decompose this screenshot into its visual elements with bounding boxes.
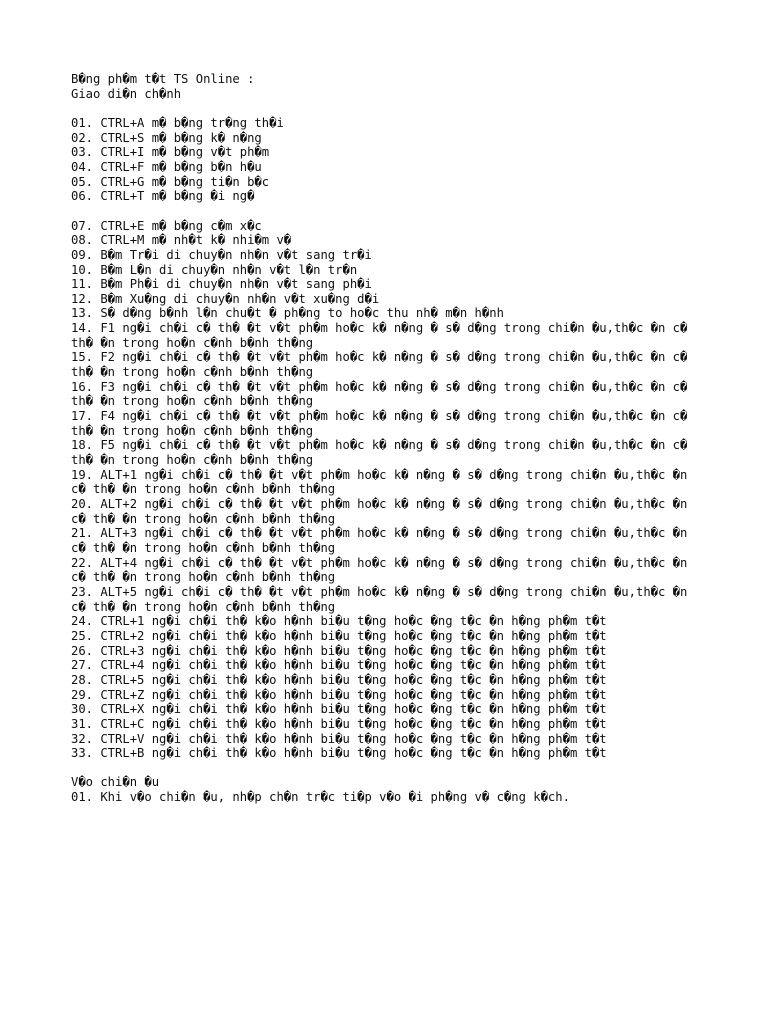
text-line: 21. ALT+3 ng�i ch�i c� th� �t v�t ph�m ho�c k� n�ng � s� d�ng trong chi�n �u,th�c �n c� th� �n trong ho�n c�nh b�nh th�ng <box>71 526 695 555</box>
text-line: 31. CTRL+C ng�i ch�i th� k�o h�nh bi�u t�ng ho�c �ng t�c �n h�ng ph�m t�t <box>71 716 607 731</box>
text-line: 08. CTRL+M m� nh�t k� nhi�m v� <box>71 233 292 248</box>
text-line: 06. CTRL+T m� b�ng �i ng� <box>71 189 255 204</box>
blank-line <box>71 101 691 116</box>
text-line: 22. ALT+4 ng�i ch�i c� th� �t v�t ph�m ho�c k� n�ng � s� d�ng trong chi�n �u,th�c �n c� th� �n trong ho�n c�nh b�nh th�ng <box>71 555 695 585</box>
text-line: 09. B�m Tr�i di chuy�n nh�n v�t sang tr�i <box>71 247 372 262</box>
text-line: 07. CTRL+E m� b�ng c�m x�c <box>71 218 262 233</box>
text-line: 27. CTRL+4 ng�i ch�i th� k�o h�nh bi�u t�ng ho�c �ng t�c �n h�ng ph�m t�t <box>71 658 607 673</box>
text-line: 20. ALT+2 ng�i ch�i c� th� �t v�t ph�m ho�c k� n�ng � s� d�ng trong chi�n �u,th�c �n c� th� �n trong ho�n c�nh b�nh th�ng <box>71 497 695 526</box>
text-line: 29. CTRL+Z ng�i ch�i th� k�o h�nh bi�u t�ng ho�c �ng t�c �n h�ng ph�m t�t <box>71 687 607 702</box>
text-line: 15. F2 ng�i ch�i c� th� �t v�t ph�m ho�c k� n�ng � s� d�ng trong chi�n �u,th�c �n c� th� �n trong ho�n c�nh b�nh th�ng <box>71 350 695 380</box>
text-line: 17. F4 ng�i ch�i c� th� �t v�t ph�m ho�c k� n�ng � s� d�ng trong chi�n �u,th�c �n c� th� �n trong ho�n c�nh b�nh th�ng <box>71 409 695 438</box>
text-line: 23. ALT+5 ng�i ch�i c� th� �t v�t ph�m ho�c k� n�ng � s� d�ng trong chi�n �u,th�c �n c� th� �n trong ho�n c�nh b�nh th�ng <box>71 584 695 614</box>
text-line: 12. B�m Xu�ng di chuy�n nh�n v�t xu�ng d�i <box>71 291 380 306</box>
text-line: 28. CTRL+5 ng�i ch�i th� k�o h�nh bi�u t�ng ho�c �ng t�c �n h�ng ph�m t�t <box>71 672 607 687</box>
text-line: 30. CTRL+X ng�i ch�i th� k�o h�nh bi�u t�ng ho�c �ng t�c �n h�ng ph�m t�t <box>71 702 607 717</box>
text-line: V�o chi�n �u <box>71 775 160 790</box>
blank-line <box>71 761 691 776</box>
text-line: 02. CTRL+S m� b�ng k� n�ng <box>71 130 262 145</box>
text-line: 01. Khi v�o chi�n �u, nh�p ch�n tr�c ti�p v�o �i ph�ng v� c�ng k�ch. <box>71 790 570 805</box>
text-line: Giao di�n ch�nh <box>71 86 182 101</box>
text-line: 14. F1 ng�i ch�i c� th� �t v�t ph�m ho�c k� n�ng � s� d�ng trong chi�n �u,th�c �n c� th� �n trong ho�n c�nh b�nh th�ng <box>71 321 695 350</box>
text-line: 18. F5 ng�i ch�i c� th� �t v�t ph�m ho�c k� n�ng � s� d�ng trong chi�n �u,th�c �n c� th� �n trong ho�n c�nh b�nh th�ng <box>71 438 695 468</box>
document-text <box>71 72 695 805</box>
text-line: 01. CTRL+A m� b�ng tr�ng th�i <box>71 115 284 130</box>
text-line: B�ng ph�m t�t TS Online : <box>71 72 255 86</box>
text-line: 10. B�m L�n di chuy�n nh�n v�t l�n tr�n <box>71 262 358 277</box>
text-line: 05. CTRL+G m� b�ng ti�n b�c <box>71 174 270 189</box>
text-line: 19. ALT+1 ng�i ch�i c� th� �t v�t ph�m ho�c k� n�ng � s� d�ng trong chi�n �u,th�c �n c� th� �n trong ho�n c�nh b�nh th�ng <box>71 467 695 497</box>
blank-line <box>71 204 691 219</box>
text-line: 33. CTRL+B ng�i ch�i th� k�o h�nh bi�u t�ng ho�c �ng t�c �n h�ng ph�m t�t <box>71 746 607 761</box>
text-line: 11. B�m Ph�i di chuy�n nh�n v�t sang ph�i <box>71 277 372 292</box>
text-line: 16. F3 ng�i ch�i c� th� �t v�t ph�m ho�c k� n�ng � s� d�ng trong chi�n �u,th�c �n c� th� �n trong ho�n c�nh b�nh th�ng <box>71 379 695 409</box>
text-line: 13. S� d�ng b�nh l�n chu�t � ph�ng to ho�c thu nh� m�n h�nh <box>71 306 504 321</box>
text-line: 04. CTRL+F m� b�ng b�n h�u <box>71 159 262 174</box>
text-line: 32. CTRL+V ng�i ch�i th� k�o h�nh bi�u t�ng ho�c �ng t�c �n h�ng ph�m t�t <box>71 731 607 746</box>
text-line: 26. CTRL+3 ng�i ch�i th� k�o h�nh bi�u t�ng ho�c �ng t�c �n h�ng ph�m t�t <box>71 643 607 658</box>
text-line: 25. CTRL+2 ng�i ch�i th� k�o h�nh bi�u t�ng ho�c �ng t�c �n h�ng ph�m t�t <box>71 628 607 643</box>
text-line: 03. CTRL+I m� b�ng v�t ph�m <box>71 145 270 160</box>
text-line: 24. CTRL+1 ng�i ch�i th� k�o h�nh bi�u t�ng ho�c �ng t�c �n h�ng ph�m t�t <box>71 614 607 629</box>
